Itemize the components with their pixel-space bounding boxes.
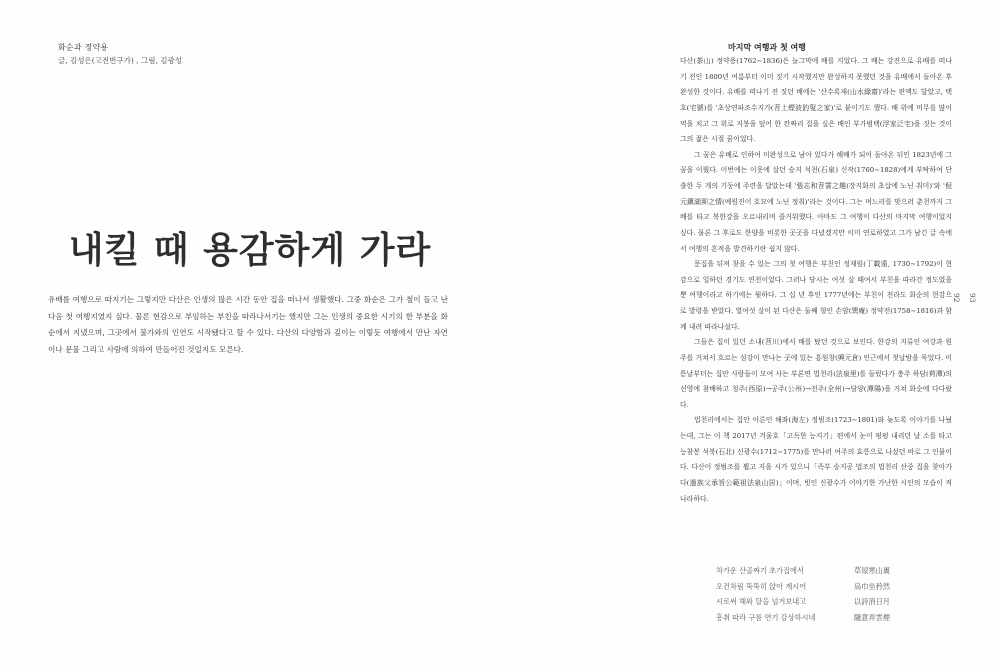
poem-line-hanja: 草屋寒山裏 xyxy=(854,566,890,575)
poem-line xyxy=(716,594,890,610)
body-paragraph: 법천리에서는 집안 어른인 해좌(海左) 정범조(1723∼1801)와 늦도록 이야기를 나눴는데, 그는 이 책 2017년 겨울호「고독한 능지기」편에서 눈이 펑펑 내리던 날 소를 타고 능참봉 석북(石北) 신광수(1712∼1775)를 만나러 여주의 효릉으로 나섰던 바로 그 인물이다. 다산이 정범조를 뵙고 지을 시가 있으니「족부 승지공 법조의 법천리 산중 집을 찾아가다(過族父承旨公範祖法泉山居)」이며, 빗인 신광수가 이야기한 가난한 시인의 모습이 적나라하다. xyxy=(680,416,952,503)
poem-line-korean: 흥취 따라 구름 연기 감상하시네 xyxy=(716,612,816,622)
section-title: 마지막 여행과 첫 여행 xyxy=(728,42,806,52)
body-paragraph: 다산(茶山) 정약용(1762∼1836)은 늘그막에 배를 지었다. 그 배는 강진으로 유배를 떠나기 전인 1800년 여름부터 이미 짓기 시작했지만 완성하지 못했던 것을 유배에서 돌아온 후 완성한 것이다. 유배를 떠나기 전 짓던 배에는 '산수록재(山水綠齋)'라는 편액도 달았고, 택호(宅號)를 '초상연파조수지가(苕上煙波釣叟之家)'로 붙이기도 했다. 배 위에 머무를 많이 먹을 치고 그 위로 지붕을 덮어 한 칸짜리 집을 실은 배인 부가범택(浮家泛宅)을 짓는 것이 그의 젊은 시절 꿈이었다. xyxy=(680,57,952,144)
body-paragraph: 그들은 집이 있던 소내(苕川)에서 배를 탔던 것으로 보인다. 한강의 지류인 여강과 원주를 거쳐서 흐르는 섬강이 만나는 곳에 있는 흥원창(興元倉) 인근에서 첫날밤을 묵었다. 이튿날부터는 집안 사람들이 모여 사는 부론면 법천리(法泉里)를 들렀다가 충주 하담(荷潭)의 선영에 참배하고 청주(西原)→공주(公州)→전주(全州)→담양(潭陽)을 거쳐 화순에 다다랐다. xyxy=(680,338,952,409)
poem-line xyxy=(716,563,890,579)
article-headline: 내킬 때 용감하게 가라 xyxy=(68,230,432,271)
body-paragraph: 문집을 뒤져 찾을 수 있는 그의 첫 여행은 부친인 정재원(丁載遠, 1730∼1792)이 현감으로 일하던 경기도 연천이었다. 그러나 당시는 여섯 살 때여서 부친을 따라간 정도였을 뿐 여행이라고 하기에는 뭣하다. 그 십 년 후인 1777년에는 부친이 전라도 화순의 현감으로 발령을 받았다. 열여섯 살이 된 다산은 둘째 형인 손암(巽庵) 정약전(1758∼1816)과 함께 내려 따라나섰다. xyxy=(680,260,952,331)
poem-line-hanja: 烏巾坐矜然 xyxy=(854,581,890,591)
poem-line-korean: 오건차림 뚝뚝히 앉아 계시어 xyxy=(716,581,807,591)
series-title: 화순과 정약용 xyxy=(58,43,109,52)
intro-paragraph: 유배를 여행으로 따지기는 그렇지만 다산은 인생의 많은 시간 동안 집을 떠나서 생활했다. 그중 화순은 그가 철이 들고 난 다음 첫 여행지였지 싶다. 물론 현감으로 부임하는 부친을 따라나서기는 했지만 그는 인생의 중요한 시기의 한 부분을 화순에서 지냈으며, 그곳에서 불가와의 인연도 시작됐다고 할 수 있다. 다산의 다양함과 깊이는 이렇듯 여행에서 만난 자연이나 문물 그리고 사람에 의하여 만들어진 것일지도 모른다. xyxy=(48,295,448,354)
poem-line-hanja: 以詩消日月 xyxy=(854,597,890,606)
page-number-left: 92 xyxy=(952,293,961,303)
poem-line-korean: 차가운 산골짜기 초가집에서 xyxy=(716,566,804,575)
body-text xyxy=(680,54,952,507)
author-credits: 글, 김성은(고전번구가) , 그림, 김광성 xyxy=(58,56,182,65)
poem-block xyxy=(716,563,890,625)
poem-line xyxy=(716,610,890,626)
page-number-right: 93 xyxy=(968,293,977,303)
poem-line-hanja: 隨意弄雲煙 xyxy=(854,612,890,622)
body-paragraph: 그 꿈은 유배로 인하여 미완성으로 남아 있다가 해배가 되어 돌아온 뒤인 1823년에 그 꿈을 이뤘다. 이번에는 이웃에 살던 승지 석천(石泉) 신작(1760∼1828)에게 부탁하여 단출한 두 개의 기둥에 주련을 달았는데 '張志和苕霅之趣(장지화의 초삽에 노닌 취미)'와 '倪元鎭湖泖之情(예원진이 호묘에 노닌 정취)'라는 것이다. 그는 며느리를 맞으러 춘천까지 그 배를 타고 북한강을 오르내리며 즐거워했다. 아마도 그 여행이 다산의 마지막 여행이었지 싶다. 물론 그 후로도 한양을 비롯한 곳곳을 다녔겠지만 이미 연로하였고 그가 남긴 글 속에서 여행의 흔적을 발견하기란 쉽지 않다. xyxy=(680,150,952,253)
poem-line-korean: 시로써 해와 달을 넘겨보내고 xyxy=(716,597,807,606)
poem-line xyxy=(716,579,890,595)
